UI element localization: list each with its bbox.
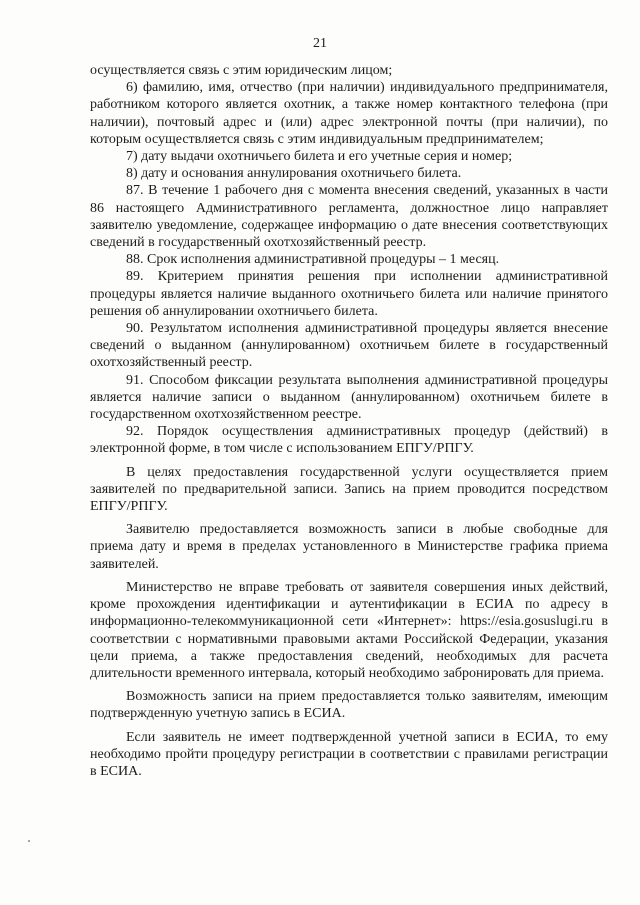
- paragraph-ministry-requirements: Министерство не вправе требовать от заявителя совершения иных действий, кроме прохождения идентификации и аутентификации в ЕСИА по адресу в информационно-телекоммуникационной сети «Интернет»: https://esia.gosuslugi.ru в соответствии с нормативными правовыми актами Российской Федерации, указания цели приема, а также предоставления сведений, необходимых для расчета длительности временного интервала, который необходимо забронировать для приема.: [90, 579, 608, 681]
- paragraph-continuation: осуществляется связь с этим юридическим лицом;: [90, 63, 393, 78]
- paragraph-item-6: 6) фамилию, имя, отчество (при наличии) индивидуального предпринимателя, работником которого является охотник, а также номер контактного телефона (при наличии), почтовый адрес и (или) адрес электронной почты (при наличии), по которым осуществляется связь с этим индивидуальным предпринимателем;: [90, 80, 608, 147]
- paragraph-item-8: 8) дату и основания аннулирования охотничьего билета.: [126, 166, 462, 182]
- paragraph-registration: Если заявитель не имеет подтвержденной учетной записи в ЕСИА, то ему необходимо пройти процедуру регистрации в соответствии с правилами регистрации в ЕСИА.: [90, 729, 608, 779]
- scan-artifact: [28, 840, 30, 842]
- paragraph-91: 91. Способом фиксации результата выполнения административной процедуры является наличие записи о выданном (аннулированном) охотничьем билете в государственном охотхозяйственном реестре.: [90, 372, 608, 423]
- document-body: [90, 62, 608, 780]
- paragraph-item-7: 7) дату выдачи охотничьего билета и его учетные серия и номер;: [126, 149, 513, 165]
- page-number: 21: [313, 36, 327, 51]
- paragraph-92: 92. Порядок осуществления административных процедур (действий) в электронной форме, в том числе с использованием ЕПГУ/РПГУ.: [90, 424, 608, 457]
- paragraph-90: 90. Результатом исполнения административной процедуры является внесение сведений о выданном (аннулированном) охотничьем билете в государственный охотхозяйственный реестр.: [90, 321, 608, 371]
- paragraph-88: 88. Срок исполнения административной процедуры – 1 месяц.: [126, 252, 500, 268]
- paragraph-confirmed-account: Возможность записи на прием предоставляется только заявителям, имеющим подтвержденную учетную запись в ЕСИА.: [90, 689, 608, 722]
- paragraph-appointment-intro: В целях предоставления государственной услуги осуществляется прием заявителей по предварительной записи. Запись на прием проводится посредством ЕПГУ/РПГУ.: [90, 464, 608, 515]
- paragraph-89: 89. Критерием принятия решения при исполнении административной процедуры является наличие выданного охотничьего билета или наличие принятого решения об аннулировании охотничьего билета.: [90, 269, 608, 319]
- paragraph-87: 87. В течение 1 рабочего дня с момента внесения сведений, указанных в части 86 настоящего Административного регламента, должностное лицо направляет заявителю уведомление, содержащее информацию о дате внесения соответствующих сведений в государственный охотхозяйственный реестр.: [90, 183, 608, 251]
- paragraph-appointment-time: Заявителю предоставляется возможность записи в любые свободные для приема дату и время в пределах установленного в Министерстве графика приема заявителей.: [90, 522, 608, 572]
